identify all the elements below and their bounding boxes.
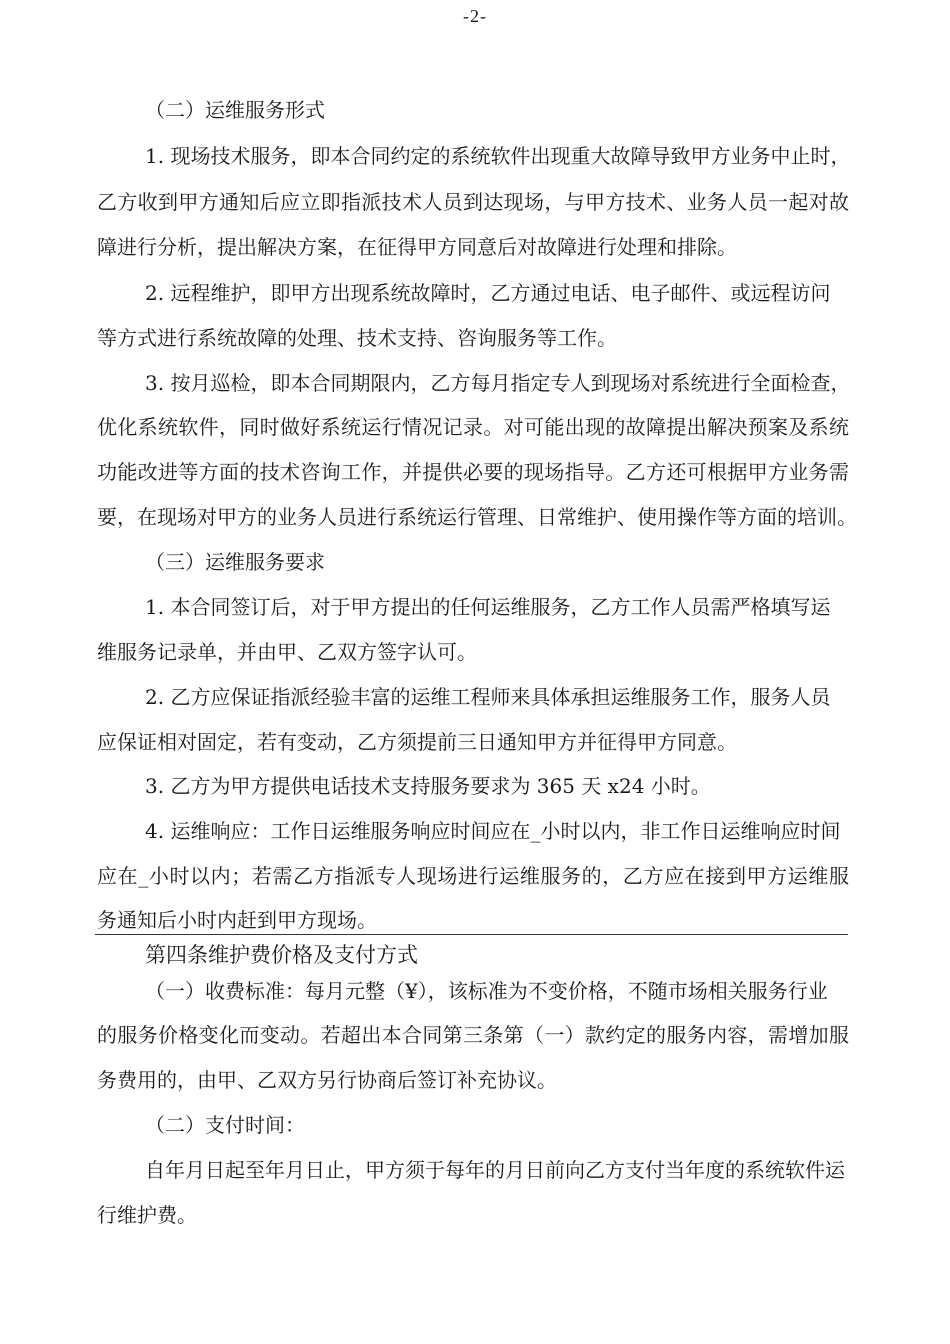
paragraph-line: 务费用的，由甲、乙双方另行协商后签订补充协议。 [97,1068,557,1092]
paragraph-line: 乙方收到甲方通知后应立即指派技术人员到达现场，与甲方技术、业务人员一起对故 [97,190,849,214]
paragraph-line: 1. 本合同签订后，对于甲方提出的任何运维服务，乙方工作人员需严格填写运 [145,595,831,619]
paragraph-line: 2. 远程维护，即甲方出现系统故障时，乙方通过电话、电子邮件、或远程访问 [145,281,831,305]
paragraph-line: 1. 现场技术服务，即本合同约定的系统软件出现重大故障导致甲方业务中止时， [145,144,851,168]
paragraph-line: （一）收费标准：每月元整（¥），该标准为不变价格，不随市场相关服务行业 [145,979,828,1003]
subsection-heading: （二）运维服务形式 [145,98,325,122]
paragraph-line: 4. 运维响应：工作日运维服务响应时间应在_小时以内，非工作日运维响应时间 [145,819,841,843]
section-heading: 第四条维护费价格及支付方式 [145,943,418,967]
subsection-heading: （三）运维服务要求 [145,550,325,574]
section-divider [95,934,848,935]
subsection-heading: （二）支付时间： [145,1113,305,1137]
paragraph-line: 2. 乙方应保证指派经验丰富的运维工程师来具体承担运维服务工作，服务人员 [145,685,831,709]
paragraph-line: 要，在现场对甲方的业务人员进行系统运行管理、日常维护、使用操作等方面的培训。 [97,505,857,529]
paragraph-line: 务通知后小时内赶到甲方现场。 [97,908,377,932]
paragraph-line: 行维护费。 [97,1203,197,1227]
paragraph-line: 功能改进等方面的技术咨询工作，并提供必要的现场指导。乙方还可根据甲方业务需 [97,460,849,484]
paragraph-line: 的服务价格变化而变动。若超出本合同第三条第（一）款约定的服务内容，需增加服 [97,1023,849,1047]
page-number: -2- [463,6,487,26]
paragraph-line: 障进行分析，提出解决方案，在征得甲方同意后对故障进行处理和排除。 [97,235,737,259]
paragraph-line: 3. 乙方为甲方提供电话技术支持服务要求为 365 天 x24 小时。 [145,774,711,798]
paragraph-line: 自年月日起至年月日止，甲方须于每年的月日前向乙方支付当年度的系统软件运 [145,1158,845,1182]
paragraph-line: 应在_小时以内；若需乙方指派专人现场进行运维服务的，乙方应在接到甲方运维服 [97,864,849,888]
paragraph-line: 维服务记录单，并由甲、乙双方签字认可。 [97,640,477,664]
paragraph-line: 应保证相对固定，若有变动，乙方须提前三日通知甲方并征得甲方同意。 [97,730,737,754]
paragraph-line: 等方式进行系统故障的处理、技术支持、咨询服务等工作。 [97,326,617,350]
paragraph-line: 3. 按月巡检，即本合同期限内，乙方每月指定专人到现场对系统进行全面检查， [145,371,851,395]
paragraph-line: 优化系统软件，同时做好系统运行情况记录。对可能出现的故障提出解决预案及系统 [97,415,849,439]
